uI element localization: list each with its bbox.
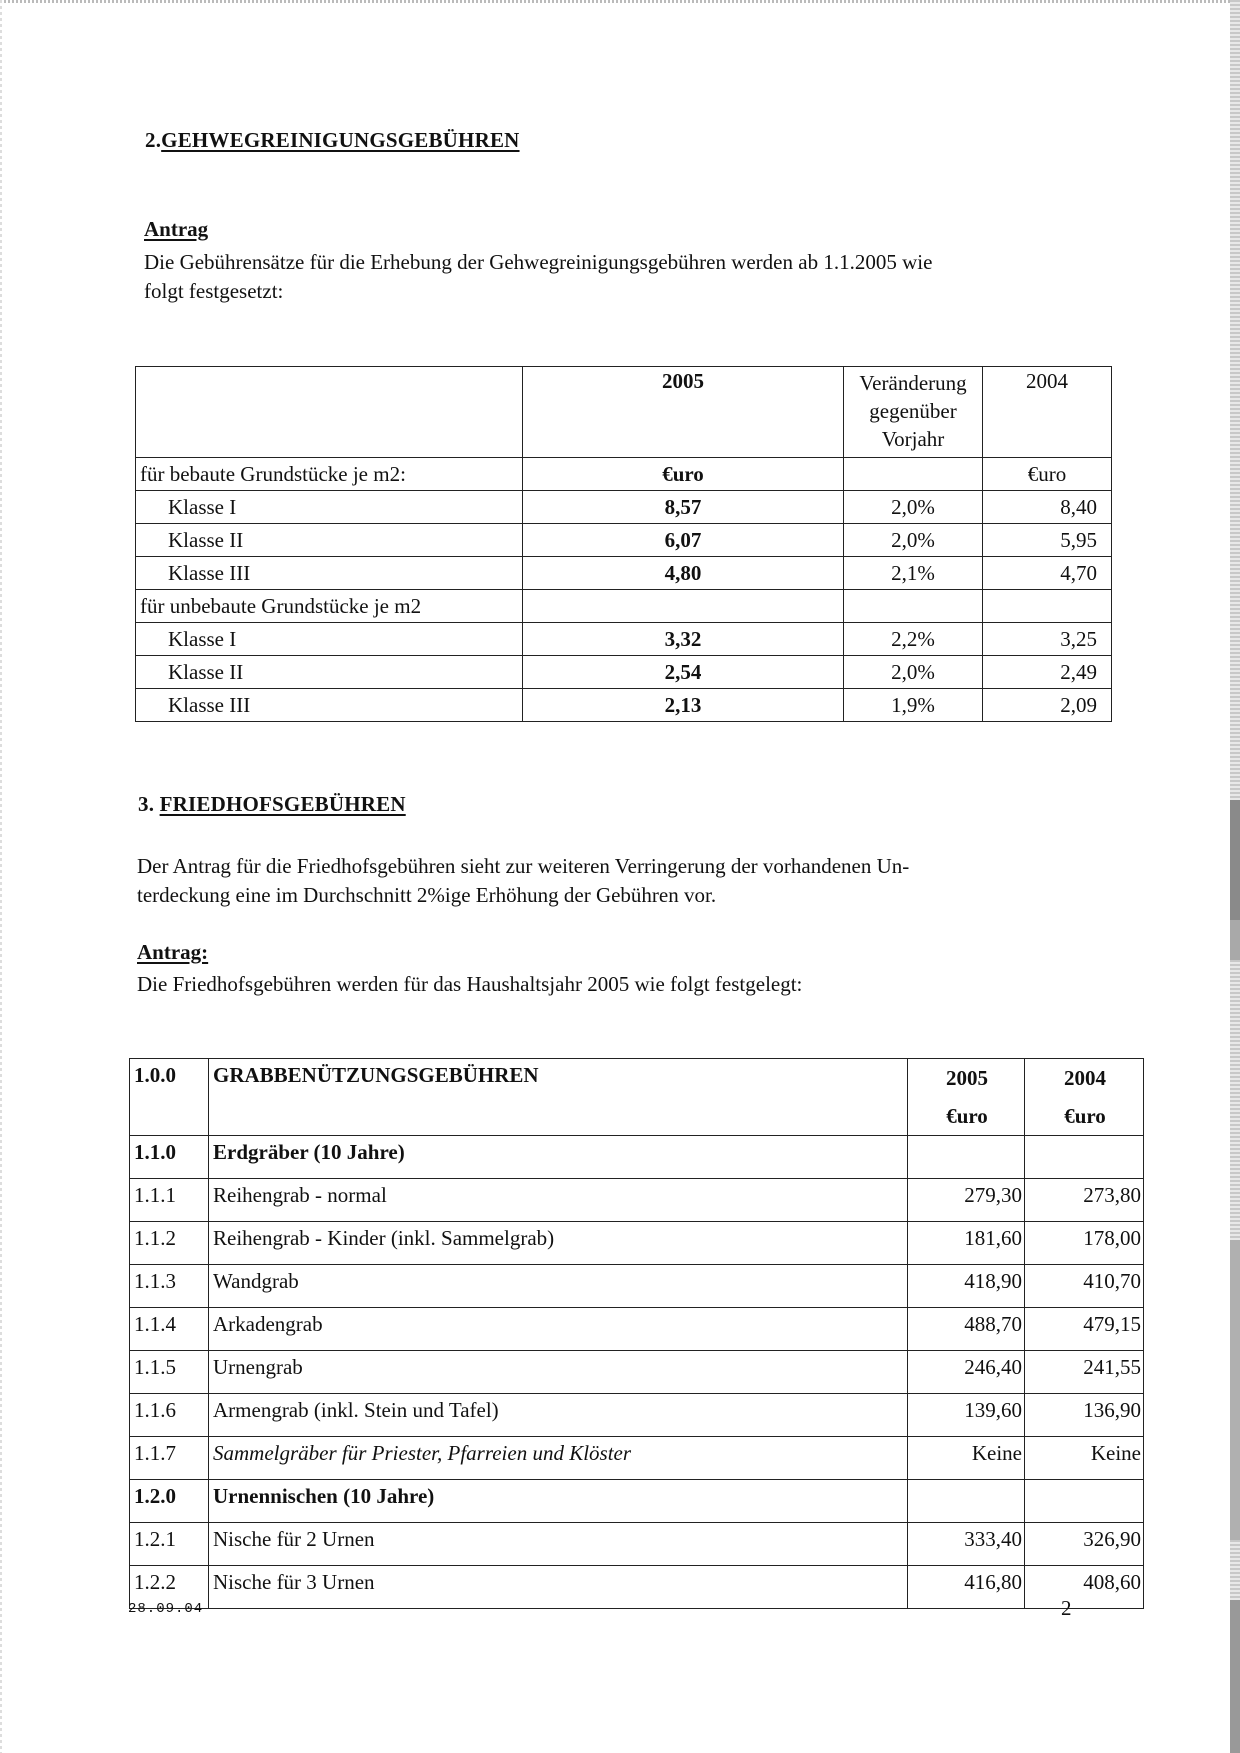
- header-2004: 2004 €uro: [1025, 1059, 1144, 1136]
- section3-intro: [137, 852, 909, 910]
- table-row: Klasse I 3,32 2,2% 3,25: [136, 623, 1112, 656]
- footer-date: 28.09.04: [128, 1601, 204, 1617]
- section3-antrag-text: Die Friedhofsgebühren werden für das Haushaltsjahr 2005 wie folgt festgelegt:: [137, 972, 803, 996]
- table-row: 1.1.3 Wandgrab 418,90 410,70: [130, 1265, 1144, 1308]
- table-row: 1.1.5 Urnengrab 246,40 241,55: [130, 1351, 1144, 1394]
- table-row: Klasse III 2,13 1,9% 2,09: [136, 689, 1112, 722]
- section2-antrag-label: Antrag: [144, 217, 209, 241]
- table-row: 1.1.2 Reihengrab - Kinder (inkl. Sammelgrab) 181,60 178,00: [130, 1222, 1144, 1265]
- table-row: für bebaute Grundstücke je m2: €uro €uro: [136, 458, 1112, 491]
- section2-number: 2.: [145, 128, 162, 152]
- table-row: Klasse II 6,07 2,0% 5,95: [136, 524, 1112, 557]
- table-row: 1.1.1 Reihengrab - normal 279,30 273,80: [130, 1179, 1144, 1222]
- section3-heading: [138, 792, 406, 817]
- section3-antrag-label: Antrag:: [137, 940, 209, 964]
- scan-edge-left: [0, 0, 2, 1753]
- table-row: 1.2.0 Urnennischen (10 Jahre): [130, 1480, 1144, 1523]
- table-row: 1.1.6 Armengrab (inkl. Stein und Tafel) 139,60 136,90: [130, 1394, 1144, 1437]
- header-cell-empty: [136, 367, 523, 458]
- section3-intro-line1: Der Antrag für die Friedhofsgebühren sieht zur weiteren Verringerung der vorhandenen Un-: [137, 854, 910, 878]
- table-row: Klasse III 4,80 2,1% 4,70: [136, 557, 1112, 590]
- gehweg-fee-table: [135, 366, 1112, 722]
- table-row: Klasse I 8,57 2,0% 8,40: [136, 491, 1112, 524]
- table-header-row: [130, 1059, 1144, 1136]
- header-title: GRABBENÜTZUNGSGEBÜHREN: [209, 1059, 908, 1136]
- section2-text-line2: folgt festgesetzt:: [144, 279, 284, 303]
- table-row: Klasse II 2,54 2,0% 2,49: [136, 656, 1112, 689]
- table-row: 1.1.0 Erdgräber (10 Jahre): [130, 1136, 1144, 1179]
- scan-edge-top: [0, 0, 1240, 3]
- section2-text-line1: Die Gebührensätze für die Erhebung der Gehwegreinigungsgebühren werden ab 1.1.2005 wie: [144, 250, 933, 274]
- header-2005: 2005: [523, 367, 844, 458]
- friedhof-fee-table: [129, 1058, 1144, 1609]
- table-row: 1.2.1 Nische für 2 Urnen 333,40 326,90: [130, 1523, 1144, 1566]
- section2-title: GEHWEGREINIGUNGSGEBÜHREN: [161, 128, 520, 152]
- section3-title: FRIEDHOFSGEBÜHREN: [159, 792, 406, 816]
- section3-intro-line2: terdeckung eine im Durchschnitt 2%ige Erhöhung der Gebühren vor.: [137, 883, 717, 907]
- table-row: für unbebaute Grundstücke je m2: [136, 590, 1112, 623]
- header-2005: 2005 €uro: [908, 1059, 1025, 1136]
- header-num: 1.0.0: [130, 1059, 209, 1136]
- section3-number: 3.: [138, 792, 155, 816]
- table-row: 1.2.2 Nische für 3 Urnen 416,80 408,60: [130, 1566, 1144, 1609]
- header-2004: 2004: [983, 367, 1112, 458]
- section2-text: [144, 248, 932, 306]
- table-header-row: [136, 367, 1112, 458]
- scan-edge-right: [1230, 0, 1240, 1753]
- table-row: 1.1.4 Arkadengrab 488,70 479,15: [130, 1308, 1144, 1351]
- table-row: 1.1.7 Sammelgräber für Priester, Pfarreien und Klöster Keine Keine: [130, 1437, 1144, 1480]
- section2-heading: [145, 128, 520, 153]
- header-change: Veränderung gegenüber Vorjahr: [844, 367, 983, 458]
- page-number: 2: [1061, 1596, 1072, 1620]
